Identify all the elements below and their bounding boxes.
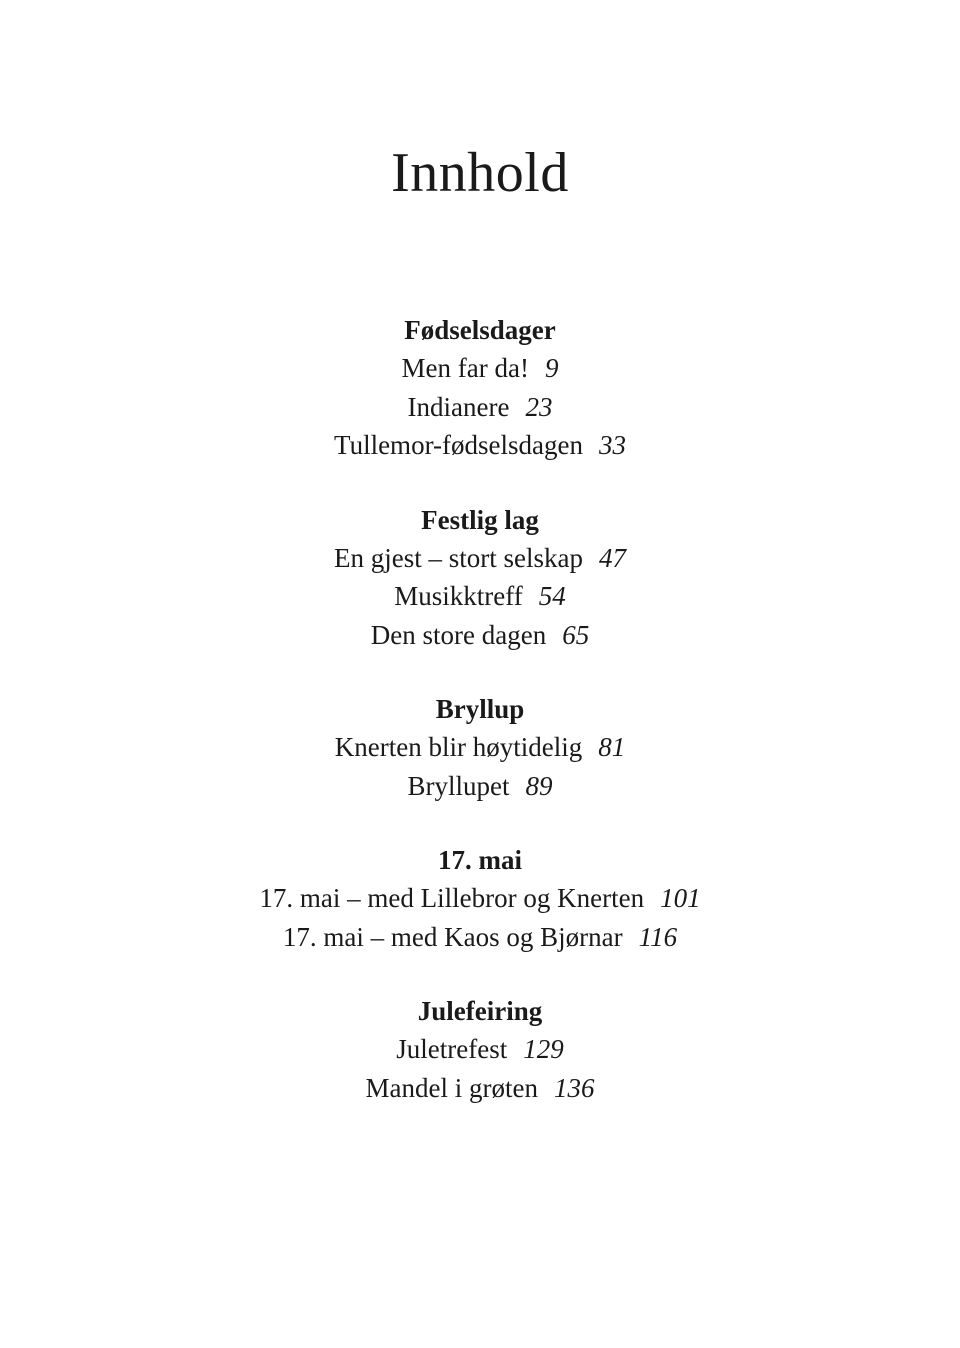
entry-page-number: 47 [598, 542, 626, 573]
toc-entry [0, 1069, 960, 1108]
toc-entry [0, 728, 960, 767]
toc-section-julefeiring [0, 992, 960, 1107]
entry-page-number: 54 [538, 581, 566, 611]
toc-section-17-mai [0, 841, 960, 956]
section-heading: 17. mai [438, 845, 522, 875]
entry-title: Indianere [407, 391, 510, 422]
page-title: Innhold [391, 142, 569, 204]
entry-page-number: 136 [553, 1072, 595, 1103]
entry-title: Den store dagen [370, 619, 547, 650]
toc-section-bryllup [0, 690, 960, 805]
section-heading: Bryllup [435, 694, 525, 724]
toc-entry [0, 918, 960, 957]
entry-title: Men far da! [401, 353, 529, 383]
entry-title: En gjest – stort selskap [334, 542, 583, 573]
entry-title: Juletrefest [396, 1034, 508, 1064]
toc-section-festlig-lag [0, 501, 960, 655]
section-heading: Fødselsdager [404, 315, 556, 345]
toc-entry [0, 577, 960, 616]
toc-entry [0, 388, 960, 427]
entry-title: 17. mai – med Lillebror og Knerten [259, 883, 645, 913]
entry-page-number: 89 [525, 770, 553, 801]
entry-title: Bryllupet [407, 770, 510, 801]
entry-page-number: 116 [638, 921, 678, 952]
entry-page-number: 33 [598, 430, 626, 460]
toc-entry [0, 426, 960, 465]
toc-entry [0, 879, 960, 918]
entry-page-number: 65 [562, 619, 590, 650]
section-heading: Festlig lag [421, 504, 539, 535]
entry-title: Mandel i grøten [365, 1072, 538, 1103]
entry-title: Musikktreff [394, 581, 523, 611]
entry-page-number: 81 [598, 732, 626, 762]
entry-title: 17. mai – med Kaos og Bjørnar [282, 921, 623, 952]
toc-entry [0, 616, 960, 655]
entry-page-number: 101 [660, 883, 701, 913]
entry-page-number: 9 [544, 353, 559, 383]
toc-entry [0, 767, 960, 806]
toc-entry [0, 1030, 960, 1069]
toc-entry [0, 539, 960, 578]
entry-page-number: 129 [523, 1034, 564, 1064]
entry-title: Knerten blir høytidelig [334, 732, 583, 762]
table-of-contents [0, 311, 960, 1143]
toc-entry [0, 349, 960, 388]
toc-section-fodselsdager [0, 311, 960, 465]
entry-title: Tullemor-fødselsdagen [334, 430, 583, 460]
section-heading: Julefeiring [417, 996, 543, 1026]
entry-page-number: 23 [525, 391, 553, 422]
